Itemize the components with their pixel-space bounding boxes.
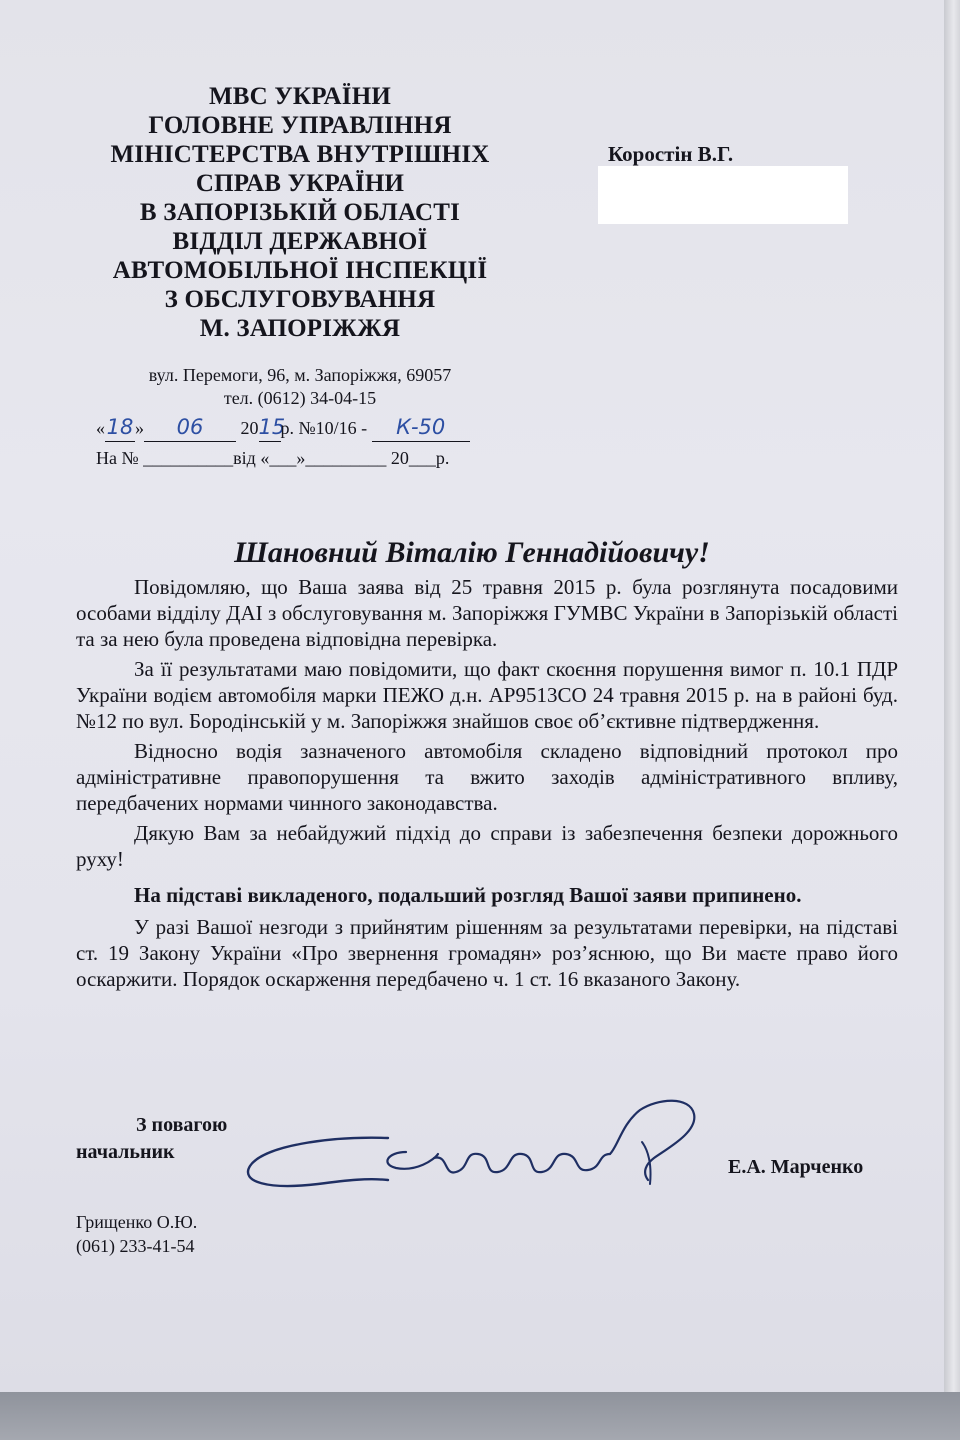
letterhead xyxy=(60,82,540,343)
ref-day-handwritten: 18 xyxy=(106,415,134,439)
letterhead-line: М. ЗАПОРІЖЖЯ xyxy=(199,315,401,342)
signoff-regards: З повагою xyxy=(136,1114,228,1136)
ref-year-handwritten: 15 xyxy=(258,415,286,439)
outgoing-reference xyxy=(96,414,470,442)
quote-open: « xyxy=(96,418,105,438)
body-paragraph: За її результатами маю повідомити, що факт скоєння порушення вимог п. 10.1 ПДР України водієм автомобіля марки ПЕЖО д.н. АР9513СО 24 травня 2015 р. на в районі буд. №12 по вул. Бородінській у м. Запоріжжя знайшов своє об’єктивне підтвердження. xyxy=(76,657,898,733)
handwritten-signature xyxy=(238,1088,708,1208)
ref-number xyxy=(372,414,470,442)
letterhead-line: АВТОМОБІЛЬНОЇ ІНСПЕКЦІЇ xyxy=(112,257,488,284)
letterhead-line: ГОЛОВНЕ УПРАВЛІННЯ xyxy=(148,112,452,139)
letterhead-line: МІНІСТЕРСТВА ВНУТРІШНІХ xyxy=(110,141,490,168)
incoming-reference: На № __________від «___»_________ 20___р. xyxy=(96,448,450,468)
executor-block xyxy=(76,1210,197,1258)
ref-number-prefix: р. №10/16 - xyxy=(280,418,368,438)
body-paragraph: Повідомляю, що Ваша заява від 25 травня 2015 р. була розглянута посадовими особами відділу ДАІ з обслуговування м. Запоріжжя ГУМВС України в Запорізькій області та за нею була проведена відповідна перевірка. xyxy=(76,575,898,651)
signatory-name: Е.А. Марченко xyxy=(728,1156,864,1178)
body-paragraph: Відносно водія зазначеного автомобіля складено відповідний протокол про адміністративне правопорушення та вжито заходів адміністративного впливу, передбачених нормами чинного законодавства. xyxy=(76,739,898,815)
letterhead-address: вул. Перемоги, 96, м. Запоріжжя, 69057 xyxy=(148,365,452,385)
ref-day xyxy=(105,414,135,442)
letterhead-line: З ОБСЛУГОВУВАННЯ xyxy=(164,286,436,313)
background-surface xyxy=(0,1392,960,1440)
letterhead-line: МВС УКРАЇНИ xyxy=(209,83,391,110)
executor-name: Грищенко О.Ю. xyxy=(76,1212,198,1232)
letterhead-line: ВІДДІЛ ДЕРЖАВНОЇ xyxy=(172,228,428,255)
signoff-position: начальник xyxy=(76,1141,175,1163)
ref-number-handwritten: К-50 xyxy=(396,415,446,439)
salutation: Шановний Віталію Геннадійовичу! xyxy=(234,536,710,569)
executor-phone: (061) 233-41-54 xyxy=(76,1236,195,1256)
appeal-paragraph: У разі Вашої незгоди з прийнятим рішенням за результатами перевірки, на підставі ст. 19 Закону України «Про звернення громадян» роз’яснюю, що Ви маєте право його оскаржити. Порядок оскарження передбачено ч. 1 ст. 16 вказаного Закону. xyxy=(76,915,898,991)
ref-year-prefix: 20 xyxy=(240,418,259,438)
ref-month-handwritten: 06 xyxy=(176,415,204,439)
ref-month xyxy=(144,414,236,442)
body-paragraph: Дякую Вам за небайдужий підхід до справи із забезпечення безпеки дорожнього руху! xyxy=(76,821,898,871)
ref-year xyxy=(258,414,286,442)
letterhead-line: В ЗАПОРІЗЬКІЙ ОБЛАСТІ xyxy=(139,199,461,226)
letter-body xyxy=(76,574,898,996)
recipient-name: Коростін В.Г. xyxy=(608,142,734,166)
quote-close: » xyxy=(135,418,144,438)
letterhead-phone: тел. (0612) 34-04-15 xyxy=(223,388,377,408)
page-fold-edge xyxy=(944,0,960,1440)
redacted-address xyxy=(598,166,848,224)
letterhead-line: СПРАВ УКРАЇНИ xyxy=(195,170,405,197)
signoff-block xyxy=(76,1112,227,1166)
conclusion-paragraph: На підставі викладеного, подальший розгляд Вашої заяви припинено. xyxy=(134,883,802,907)
